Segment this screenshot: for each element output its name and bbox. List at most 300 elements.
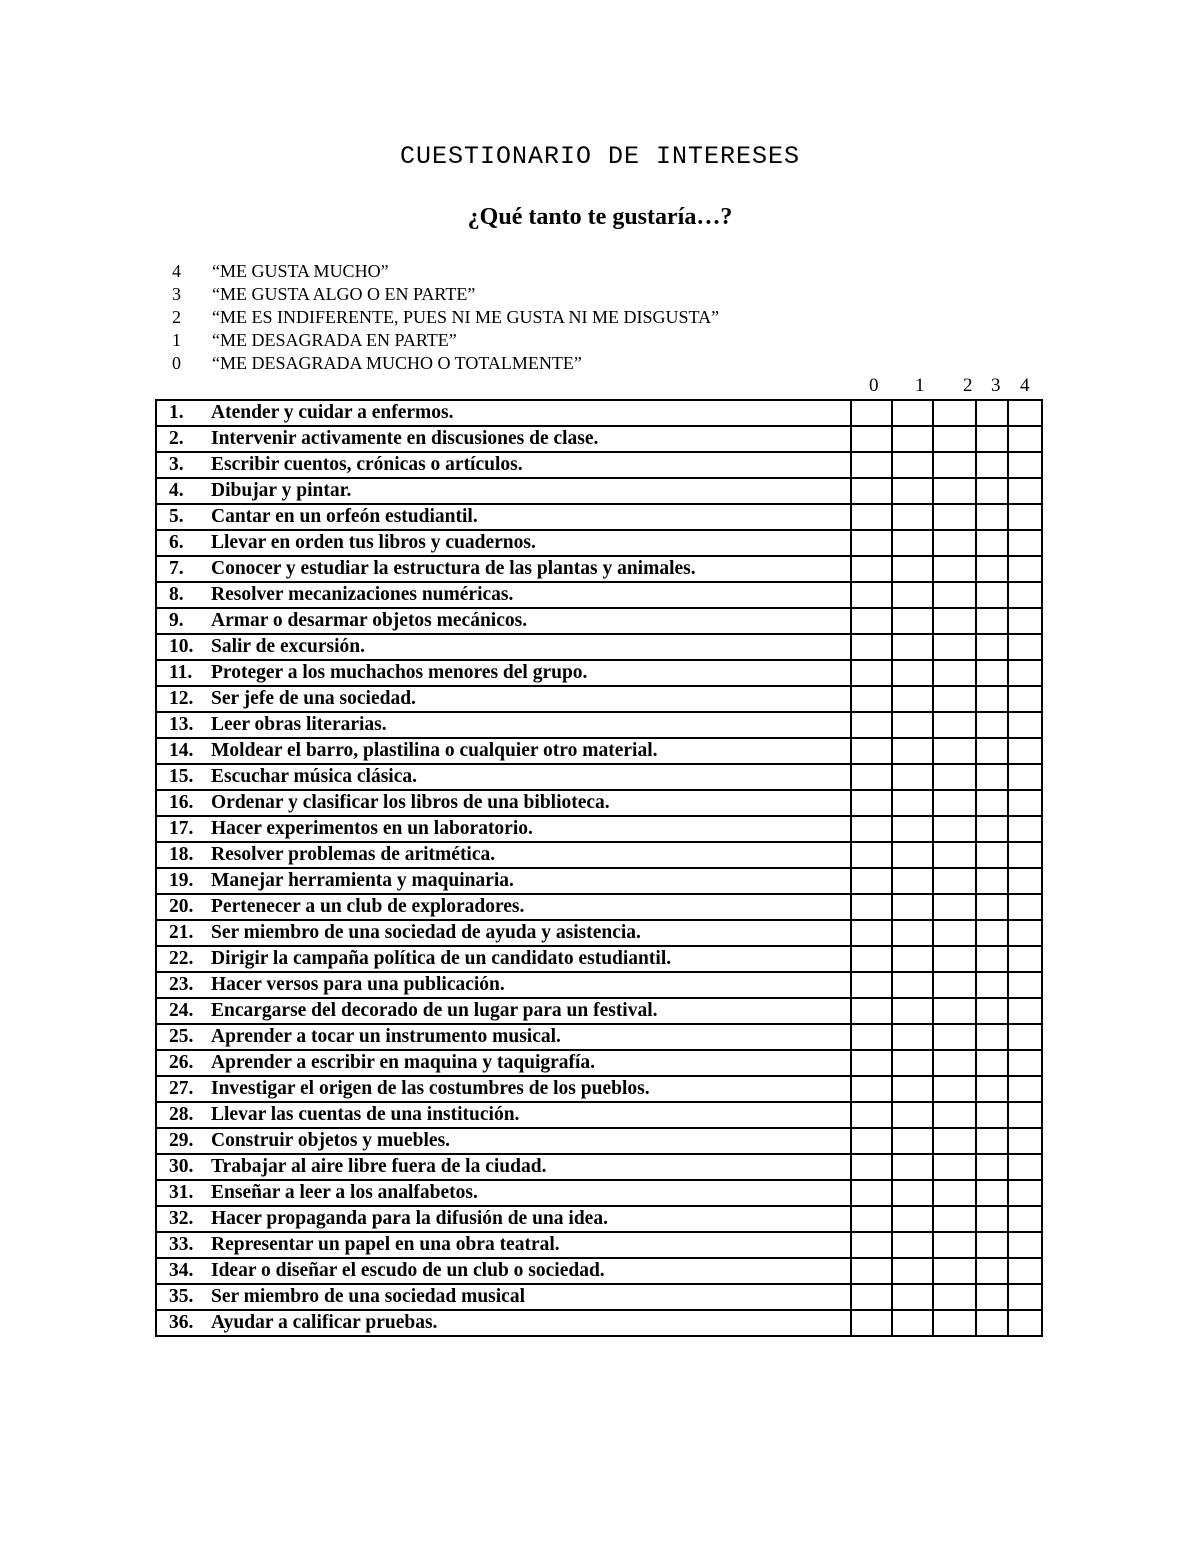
item-number: 30. <box>169 1156 194 1177</box>
rating-box-4[interactable] <box>1008 1050 1042 1076</box>
item-text: Resolver mecanizaciones numéricas. <box>211 584 514 605</box>
rating-box-2[interactable] <box>933 1076 976 1102</box>
rating-box-2[interactable] <box>933 1206 976 1232</box>
rating-box-0[interactable] <box>851 998 892 1024</box>
item-number: 12. <box>169 688 194 709</box>
rating-box-0[interactable] <box>851 556 892 582</box>
rating-box-3[interactable] <box>976 426 1008 452</box>
scale-header-0: 0 <box>869 375 879 396</box>
rating-box-1[interactable] <box>892 608 933 634</box>
rating-box-0[interactable] <box>851 1232 892 1258</box>
rating-box-0[interactable] <box>851 1154 892 1180</box>
rating-box-0[interactable] <box>851 608 892 634</box>
rating-box-2[interactable] <box>933 790 976 816</box>
item-cell <box>156 1154 851 1180</box>
page-title: CUESTIONARIO DE INTERESES <box>399 142 801 171</box>
rating-box-0[interactable] <box>851 712 892 738</box>
table-row <box>156 842 1042 868</box>
rating-box-4[interactable] <box>1008 452 1042 478</box>
table-row <box>156 868 1042 894</box>
rating-box-3[interactable] <box>976 660 1008 686</box>
page-subtitle: ¿Qué tanto te gustaría…? <box>467 204 733 230</box>
rating-box-0[interactable] <box>851 1076 892 1102</box>
item-number: 26. <box>169 1052 194 1073</box>
table-row <box>156 764 1042 790</box>
item-text: Dibujar y pintar. <box>211 480 352 501</box>
rating-box-0[interactable] <box>851 972 892 998</box>
rating-box-2[interactable] <box>933 582 976 608</box>
table-row <box>156 712 1042 738</box>
item-text: Dirigir la campaña política de un candidato estudiantil. <box>211 948 672 969</box>
rating-box-3[interactable] <box>976 1076 1008 1102</box>
rating-box-4[interactable] <box>1008 1102 1042 1128</box>
rating-box-1[interactable] <box>892 738 933 764</box>
rating-box-3[interactable] <box>976 790 1008 816</box>
rating-box-3[interactable] <box>976 1206 1008 1232</box>
rating-box-0[interactable] <box>851 738 892 764</box>
rating-box-3[interactable] <box>976 842 1008 868</box>
rating-box-3[interactable] <box>976 1232 1008 1258</box>
rating-box-4[interactable] <box>1008 660 1042 686</box>
rating-box-4[interactable] <box>1008 582 1042 608</box>
rating-box-1[interactable] <box>892 1180 933 1206</box>
rating-box-4[interactable] <box>1008 1310 1042 1336</box>
rating-box-1[interactable] <box>892 998 933 1024</box>
legend-text: “ME DESAGRADA MUCHO O TOTALMENTE” <box>212 353 582 373</box>
rating-box-2[interactable] <box>933 556 976 582</box>
rating-box-4[interactable] <box>1008 1076 1042 1102</box>
rating-box-4[interactable] <box>1008 946 1042 972</box>
table-row <box>156 1232 1042 1258</box>
rating-box-1[interactable] <box>892 1050 933 1076</box>
rating-box-4[interactable] <box>1008 556 1042 582</box>
rating-box-2[interactable] <box>933 1258 976 1284</box>
item-cell <box>156 582 851 608</box>
rating-box-1[interactable] <box>892 686 933 712</box>
item-text: Idear o diseñar el escudo de un club o sociedad. <box>211 1260 605 1281</box>
item-cell <box>156 1206 851 1232</box>
item-number: 35. <box>169 1286 194 1307</box>
rating-box-0[interactable] <box>851 478 892 504</box>
rating-box-4[interactable] <box>1008 764 1042 790</box>
rating-box-1[interactable] <box>892 582 933 608</box>
item-cell <box>156 738 851 764</box>
legend-value: 0 <box>172 353 181 373</box>
item-cell <box>156 998 851 1024</box>
table-row <box>156 1258 1042 1284</box>
item-cell <box>156 400 851 426</box>
rating-box-2[interactable] <box>933 530 976 556</box>
item-number: 20. <box>169 896 194 917</box>
item-cell <box>156 1128 851 1154</box>
rating-box-2[interactable] <box>933 1050 976 1076</box>
rating-box-2[interactable] <box>933 400 976 426</box>
item-number: 21. <box>169 922 194 943</box>
rating-box-0[interactable] <box>851 790 892 816</box>
item-text: Atender y cuidar a enfermos. <box>211 402 454 423</box>
rating-box-1[interactable] <box>892 1154 933 1180</box>
rating-box-1[interactable] <box>892 816 933 842</box>
table-row <box>156 556 1042 582</box>
rating-box-3[interactable] <box>976 504 1008 530</box>
rating-box-2[interactable] <box>933 998 976 1024</box>
legend-value: 3 <box>172 284 181 304</box>
rating-box-4[interactable] <box>1008 998 1042 1024</box>
item-text: Intervenir activamente en discusiones de clase. <box>211 428 599 449</box>
rating-box-0[interactable] <box>851 1258 892 1284</box>
rating-box-1[interactable] <box>892 1310 933 1336</box>
rating-box-3[interactable] <box>976 1180 1008 1206</box>
item-text: Aprender a tocar un instrumento musical. <box>211 1026 561 1047</box>
item-cell <box>156 556 851 582</box>
rating-box-3[interactable] <box>976 998 1008 1024</box>
rating-box-0[interactable] <box>851 894 892 920</box>
item-number: 22. <box>169 948 194 969</box>
rating-box-1[interactable] <box>892 1206 933 1232</box>
rating-box-4[interactable] <box>1008 426 1042 452</box>
item-number: 11. <box>169 662 193 683</box>
item-number: 7. <box>169 558 184 579</box>
rating-box-0[interactable] <box>851 634 892 660</box>
rating-box-3[interactable] <box>976 1284 1008 1310</box>
rating-box-1[interactable] <box>892 452 933 478</box>
rating-box-0[interactable] <box>851 842 892 868</box>
rating-box-4[interactable] <box>1008 634 1042 660</box>
item-number: 14. <box>169 740 194 761</box>
rating-box-2[interactable] <box>933 738 976 764</box>
legend-value: 1 <box>172 330 181 350</box>
item-cell <box>156 452 851 478</box>
rating-box-2[interactable] <box>933 504 976 530</box>
rating-box-2[interactable] <box>933 920 976 946</box>
item-number: 17. <box>169 818 194 839</box>
table-row <box>156 894 1042 920</box>
rating-box-4[interactable] <box>1008 790 1042 816</box>
rating-box-4[interactable] <box>1008 1258 1042 1284</box>
rating-box-2[interactable] <box>933 478 976 504</box>
rating-box-4[interactable] <box>1008 1232 1042 1258</box>
table-row <box>156 660 1042 686</box>
rating-box-1[interactable] <box>892 530 933 556</box>
rating-box-3[interactable] <box>976 686 1008 712</box>
item-text: Cantar en un orfeón estudiantil. <box>211 506 478 527</box>
rating-box-4[interactable] <box>1008 1206 1042 1232</box>
rating-box-3[interactable] <box>976 1024 1008 1050</box>
rating-box-0[interactable] <box>851 1284 892 1310</box>
rating-box-3[interactable] <box>976 946 1008 972</box>
rating-box-1[interactable] <box>892 426 933 452</box>
rating-box-0[interactable] <box>851 400 892 426</box>
rating-box-2[interactable] <box>933 686 976 712</box>
rating-box-0[interactable] <box>851 1206 892 1232</box>
rating-box-4[interactable] <box>1008 1284 1042 1310</box>
rating-box-0[interactable] <box>851 868 892 894</box>
rating-box-1[interactable] <box>892 556 933 582</box>
rating-box-1[interactable] <box>892 868 933 894</box>
rating-box-1[interactable] <box>892 1232 933 1258</box>
rating-legend <box>172 260 719 375</box>
item-text: Investigar el origen de las costumbres de los pueblos. <box>211 1078 650 1099</box>
scale-header <box>851 375 1039 397</box>
rating-box-2[interactable] <box>933 452 976 478</box>
item-text: Hacer experimentos en un laboratorio. <box>211 818 533 839</box>
rating-box-0[interactable] <box>851 946 892 972</box>
rating-box-0[interactable] <box>851 1024 892 1050</box>
item-number: 13. <box>169 714 194 735</box>
rating-box-3[interactable] <box>976 400 1008 426</box>
rating-box-1[interactable] <box>892 764 933 790</box>
rating-box-3[interactable] <box>976 608 1008 634</box>
rating-box-2[interactable] <box>933 1102 976 1128</box>
rating-box-2[interactable] <box>933 1128 976 1154</box>
rating-box-1[interactable] <box>892 712 933 738</box>
rating-box-3[interactable] <box>976 764 1008 790</box>
table-row <box>156 738 1042 764</box>
rating-box-1[interactable] <box>892 1076 933 1102</box>
rating-box-2[interactable] <box>933 868 976 894</box>
rating-box-3[interactable] <box>976 1154 1008 1180</box>
rating-box-1[interactable] <box>892 972 933 998</box>
rating-box-3[interactable] <box>976 738 1008 764</box>
rating-box-3[interactable] <box>976 894 1008 920</box>
rating-box-1[interactable] <box>892 946 933 972</box>
item-cell <box>156 1024 851 1050</box>
rating-box-1[interactable] <box>892 478 933 504</box>
rating-box-3[interactable] <box>976 1128 1008 1154</box>
rating-box-3[interactable] <box>976 868 1008 894</box>
rating-box-4[interactable] <box>1008 894 1042 920</box>
rating-box-1[interactable] <box>892 504 933 530</box>
rating-box-3[interactable] <box>976 478 1008 504</box>
rating-box-4[interactable] <box>1008 1154 1042 1180</box>
rating-box-1[interactable] <box>892 842 933 868</box>
rating-box-2[interactable] <box>933 660 976 686</box>
item-cell <box>156 426 851 452</box>
rating-box-1[interactable] <box>892 1128 933 1154</box>
item-text: Pertenecer a un club de exploradores. <box>211 896 525 917</box>
item-cell <box>156 1284 851 1310</box>
item-cell <box>156 504 851 530</box>
table-row <box>156 582 1042 608</box>
rating-box-3[interactable] <box>976 1258 1008 1284</box>
item-number: 34. <box>169 1260 194 1281</box>
item-text: Resolver problemas de aritmética. <box>211 844 496 865</box>
legend-row <box>172 283 719 306</box>
item-number: 32. <box>169 1208 194 1229</box>
rating-box-3[interactable] <box>976 816 1008 842</box>
item-text: Construir objetos y muebles. <box>211 1130 451 1151</box>
rating-box-2[interactable] <box>933 634 976 660</box>
table-row <box>156 426 1042 452</box>
item-cell <box>156 530 851 556</box>
rating-box-4[interactable] <box>1008 478 1042 504</box>
table-row <box>156 998 1042 1024</box>
legend-text: “ME GUSTA MUCHO” <box>212 261 389 281</box>
rating-box-1[interactable] <box>892 400 933 426</box>
item-text: Leer obras literarias. <box>211 714 387 735</box>
rating-box-4[interactable] <box>1008 842 1042 868</box>
rating-box-4[interactable] <box>1008 400 1042 426</box>
rating-box-0[interactable] <box>851 452 892 478</box>
rating-box-0[interactable] <box>851 426 892 452</box>
rating-box-0[interactable] <box>851 816 892 842</box>
table-row <box>156 608 1042 634</box>
rating-box-3[interactable] <box>976 1102 1008 1128</box>
rating-box-0[interactable] <box>851 686 892 712</box>
rating-box-2[interactable] <box>933 1180 976 1206</box>
rating-box-2[interactable] <box>933 842 976 868</box>
item-text: Representar un papel en una obra teatral. <box>211 1234 560 1255</box>
rating-box-4[interactable] <box>1008 868 1042 894</box>
item-text: Salir de excursión. <box>211 636 366 657</box>
rating-box-0[interactable] <box>851 920 892 946</box>
item-number: 19. <box>169 870 194 891</box>
rating-box-4[interactable] <box>1008 686 1042 712</box>
rating-box-0[interactable] <box>851 1102 892 1128</box>
item-number: 16. <box>169 792 194 813</box>
table-row <box>156 790 1042 816</box>
scale-header-2: 2 <box>963 375 973 396</box>
item-cell <box>156 790 851 816</box>
rating-box-2[interactable] <box>933 1024 976 1050</box>
rating-box-0[interactable] <box>851 1128 892 1154</box>
item-text: Ser miembro de una sociedad de ayuda y asistencia. <box>211 922 641 943</box>
table-row <box>156 478 1042 504</box>
rating-box-2[interactable] <box>933 608 976 634</box>
item-cell <box>156 660 851 686</box>
table-row <box>156 1102 1042 1128</box>
rating-box-1[interactable] <box>892 660 933 686</box>
rating-box-4[interactable] <box>1008 738 1042 764</box>
rating-box-2[interactable] <box>933 894 976 920</box>
item-number: 27. <box>169 1078 194 1099</box>
rating-box-4[interactable] <box>1008 1180 1042 1206</box>
table-row <box>156 1310 1042 1336</box>
rating-box-1[interactable] <box>892 894 933 920</box>
rating-box-3[interactable] <box>976 712 1008 738</box>
rating-box-3[interactable] <box>976 1310 1008 1336</box>
rating-box-0[interactable] <box>851 764 892 790</box>
questionnaire-table <box>155 399 1043 1337</box>
item-cell <box>156 712 851 738</box>
item-text: Ser jefe de una sociedad. <box>211 688 416 709</box>
rating-box-3[interactable] <box>976 556 1008 582</box>
item-number: 3. <box>169 454 184 475</box>
rating-box-2[interactable] <box>933 1154 976 1180</box>
item-number: 33. <box>169 1234 194 1255</box>
rating-box-0[interactable] <box>851 530 892 556</box>
rating-box-4[interactable] <box>1008 1128 1042 1154</box>
legend-row <box>172 260 719 283</box>
item-number: 5. <box>169 506 184 527</box>
rating-box-4[interactable] <box>1008 530 1042 556</box>
rating-box-4[interactable] <box>1008 972 1042 998</box>
rating-box-4[interactable] <box>1008 816 1042 842</box>
item-cell <box>156 1076 851 1102</box>
table-row <box>156 816 1042 842</box>
rating-box-2[interactable] <box>933 972 976 998</box>
legend-value: 2 <box>172 307 181 327</box>
item-cell <box>156 816 851 842</box>
rating-box-0[interactable] <box>851 660 892 686</box>
table-row <box>156 1128 1042 1154</box>
rating-box-2[interactable] <box>933 946 976 972</box>
item-number: 23. <box>169 974 194 995</box>
rating-box-1[interactable] <box>892 920 933 946</box>
scale-header-3: 3 <box>991 375 1001 396</box>
rating-box-3[interactable] <box>976 634 1008 660</box>
rating-box-4[interactable] <box>1008 504 1042 530</box>
rating-box-1[interactable] <box>892 1102 933 1128</box>
item-text: Escuchar música clásica. <box>211 766 418 787</box>
rating-box-0[interactable] <box>851 504 892 530</box>
table-row <box>156 504 1042 530</box>
rating-box-1[interactable] <box>892 790 933 816</box>
item-cell <box>156 1180 851 1206</box>
rating-box-2[interactable] <box>933 764 976 790</box>
rating-box-4[interactable] <box>1008 712 1042 738</box>
item-number: 6. <box>169 532 184 553</box>
item-text: Manejar herramienta y maquinaria. <box>211 870 514 891</box>
legend-text: “ME DESAGRADA EN PARTE” <box>212 330 457 350</box>
rating-box-1[interactable] <box>892 1258 933 1284</box>
scale-header-1: 1 <box>915 375 925 396</box>
rating-box-4[interactable] <box>1008 1024 1042 1050</box>
item-cell <box>156 894 851 920</box>
rating-box-1[interactable] <box>892 634 933 660</box>
rating-box-0[interactable] <box>851 1310 892 1336</box>
rating-box-2[interactable] <box>933 1232 976 1258</box>
rating-box-3[interactable] <box>976 582 1008 608</box>
rating-box-3[interactable] <box>976 1050 1008 1076</box>
item-number: 18. <box>169 844 194 865</box>
rating-box-2[interactable] <box>933 1284 976 1310</box>
item-number: 29. <box>169 1130 194 1151</box>
rating-box-4[interactable] <box>1008 920 1042 946</box>
item-number: 15. <box>169 766 194 787</box>
table-row <box>156 1076 1042 1102</box>
item-text: Aprender a escribir en maquina y taquigrafía. <box>211 1052 596 1073</box>
rating-box-0[interactable] <box>851 1180 892 1206</box>
rating-box-0[interactable] <box>851 582 892 608</box>
item-cell <box>156 842 851 868</box>
scale-header-4: 4 <box>1020 375 1030 396</box>
rating-box-3[interactable] <box>976 972 1008 998</box>
table-row <box>156 1206 1042 1232</box>
rating-box-2[interactable] <box>933 426 976 452</box>
rating-box-2[interactable] <box>933 712 976 738</box>
item-number: 28. <box>169 1104 194 1125</box>
table-row <box>156 452 1042 478</box>
item-text: Llevar las cuentas de una institución. <box>211 1104 520 1125</box>
item-text: Ser miembro de una sociedad musical <box>211 1286 525 1307</box>
item-number: 36. <box>169 1312 194 1333</box>
rating-box-3[interactable] <box>976 452 1008 478</box>
legend-row <box>172 352 719 375</box>
legend-value: 4 <box>172 261 181 281</box>
rating-box-1[interactable] <box>892 1284 933 1310</box>
rating-box-3[interactable] <box>976 530 1008 556</box>
rating-box-2[interactable] <box>933 1310 976 1336</box>
rating-box-3[interactable] <box>976 920 1008 946</box>
rating-box-4[interactable] <box>1008 608 1042 634</box>
item-number: 25. <box>169 1026 194 1047</box>
legend-row <box>172 306 719 329</box>
rating-box-0[interactable] <box>851 1050 892 1076</box>
item-text: Enseñar a leer a los analfabetos. <box>211 1182 478 1203</box>
rating-box-2[interactable] <box>933 816 976 842</box>
rating-box-1[interactable] <box>892 1024 933 1050</box>
